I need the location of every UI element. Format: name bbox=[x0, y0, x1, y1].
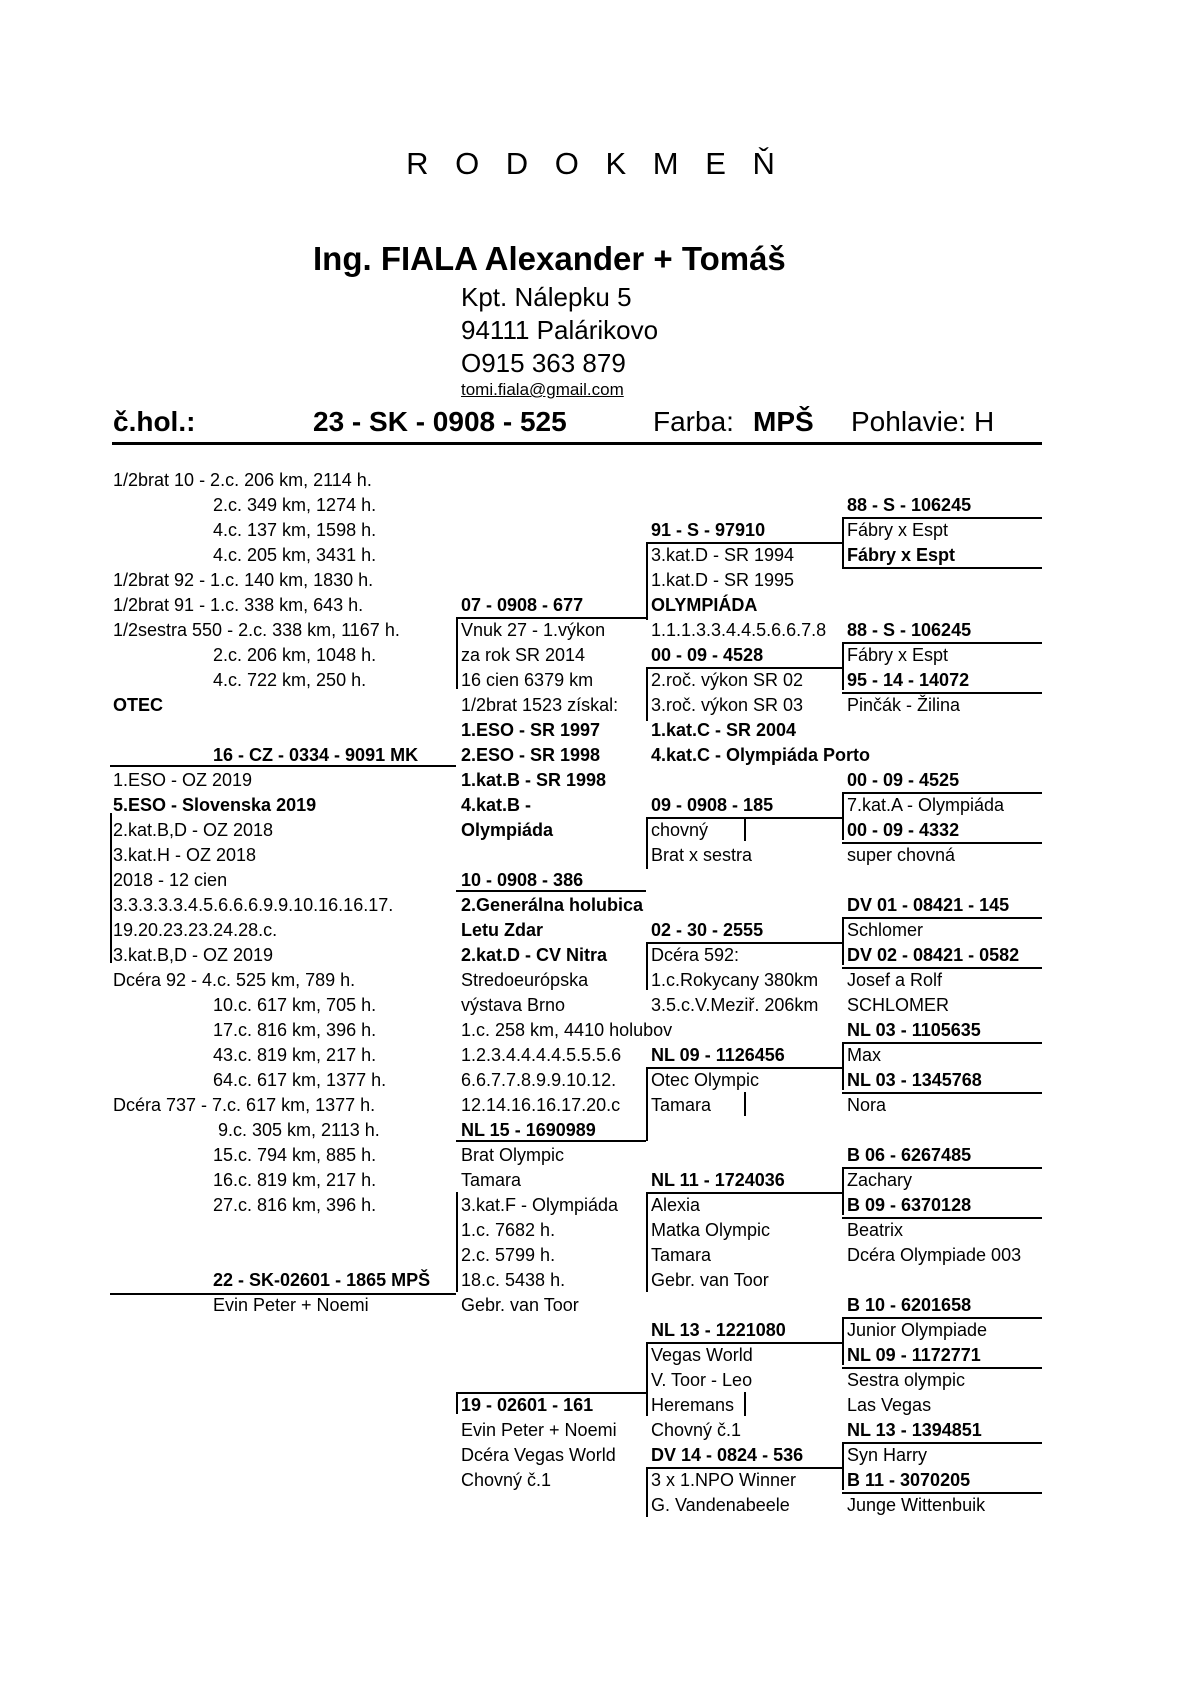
color-value: MPŠ bbox=[753, 406, 814, 437]
connector-line bbox=[646, 817, 648, 869]
pedigree-line: NL 11 - 1724036 bbox=[651, 1170, 785, 1190]
color-label: Farba: bbox=[653, 406, 734, 437]
connector-line bbox=[646, 542, 648, 620]
pedigree-line: 2.ESO - SR 1998 bbox=[461, 745, 601, 765]
connector-line bbox=[646, 1192, 648, 1292]
pedigree-line: 2.kat.D - CV Nitra bbox=[461, 945, 608, 965]
pedigree-line: 1.ESO - OZ 2019 bbox=[113, 770, 253, 790]
connector-line bbox=[842, 1317, 1042, 1319]
ring-number: 23 - SK - 0908 - 525 bbox=[313, 406, 567, 437]
connector-line bbox=[842, 1367, 1042, 1369]
pedigree-line: 64.c. 617 km, 1377 h. bbox=[213, 1070, 387, 1090]
connector-line bbox=[842, 642, 844, 690]
connector-line bbox=[842, 842, 1042, 844]
pedigree-line: 3.roč. výkon SR 03 bbox=[651, 695, 804, 715]
pedigree-line: SCHLOMER bbox=[847, 995, 950, 1015]
pedigree-line: chovný bbox=[651, 820, 709, 840]
pedigree-line: 1.ESO - SR 1997 bbox=[461, 720, 601, 740]
pedigree-line: 3.kat.D - SR 1994 bbox=[651, 545, 795, 565]
pedigree-line: 07 - 0908 - 677 bbox=[461, 595, 584, 615]
pedigree-line: Olympiáda bbox=[461, 820, 554, 840]
pedigree-line: 4.c. 137 km, 1598 h. bbox=[213, 520, 377, 540]
pedigree-line: 3.kat.B,D - OZ 2019 bbox=[113, 945, 274, 965]
pedigree-line: 19 - 02601 - 161 bbox=[461, 1395, 594, 1415]
pedigree-line: 2.roč. výkon SR 02 bbox=[651, 670, 804, 690]
pedigree-line: Syn Harry bbox=[847, 1445, 928, 1465]
pedigree-line: B 10 - 6201658 bbox=[847, 1295, 972, 1315]
connector-line bbox=[842, 567, 1042, 569]
connector-line bbox=[646, 942, 648, 990]
connector-line bbox=[646, 542, 842, 544]
connector-line bbox=[744, 1092, 746, 1116]
pedigree-line: 1.c. 7682 h. bbox=[461, 1220, 556, 1240]
pedigree-line: Max bbox=[847, 1045, 882, 1065]
pedigree-line: Brat Olympic bbox=[461, 1145, 565, 1165]
connector-line bbox=[842, 1042, 844, 1090]
pedigree-line: Tamara bbox=[651, 1095, 712, 1115]
connector-line bbox=[842, 1492, 1042, 1494]
pedigree-line: Dcéra 592: bbox=[651, 945, 740, 965]
connector-line bbox=[842, 1042, 1042, 1044]
pedigree-line: Letu Zdar bbox=[461, 920, 544, 940]
pedigree-line: 1/2brat 10 - 2.c. 206 km, 2114 h. bbox=[113, 470, 372, 490]
pedigree-line: 2.c. 349 km, 1274 h. bbox=[213, 495, 377, 515]
pedigree-line: 10.c. 617 km, 705 h. bbox=[213, 995, 377, 1015]
pedigree-line: G. Vandenabeele bbox=[651, 1495, 790, 1515]
connector-line bbox=[842, 1442, 1042, 1444]
pedigree-line: Fábry x Espt bbox=[847, 545, 956, 565]
pedigree-line: Zachary bbox=[847, 1170, 913, 1190]
pedigree-line: NL 09 - 1172771 bbox=[847, 1345, 981, 1365]
pedigree-line: 1/2brat 1523 získal: bbox=[461, 695, 619, 715]
pedigree-line: 1.kat.D - SR 1995 bbox=[651, 570, 795, 590]
pedigree-line: Brat x sestra bbox=[651, 845, 753, 865]
pedigree-line: Dcéra 737 - 7.c. 617 km, 1377 h. bbox=[113, 1095, 376, 1115]
pedigree-line: 2.kat.B,D - OZ 2018 bbox=[113, 820, 274, 840]
pedigree-line: 17.c. 816 km, 396 h. bbox=[213, 1020, 377, 1040]
pedigree-line: Alexia bbox=[651, 1195, 701, 1215]
pedigree-line: 3.3.3.3.3.4.5.6.6.6.9.9.10.16.16.17. bbox=[113, 895, 394, 915]
pedigree-line: 3.kat.F - Olympiáda bbox=[461, 1195, 619, 1215]
connector-line bbox=[842, 1167, 844, 1215]
connector-line bbox=[646, 942, 842, 944]
pedigree-line: 16.c. 819 km, 217 h. bbox=[213, 1170, 377, 1190]
pedigree-line: 9.c. 305 km, 2113 h. bbox=[218, 1120, 380, 1140]
connector-line bbox=[646, 1192, 842, 1194]
header-rule bbox=[112, 442, 1042, 445]
connector-line bbox=[110, 765, 456, 767]
pedigree-line: 1.c. 258 km, 4410 holubov bbox=[461, 1020, 673, 1040]
pedigree-line: Vnuk 27 - 1.výkon bbox=[461, 620, 606, 640]
pedigree-line: 00 - 09 - 4332 bbox=[847, 820, 960, 840]
pedigree-line: 3.kat.H - OZ 2018 bbox=[113, 845, 257, 865]
connector-line bbox=[842, 517, 1042, 519]
pedigree-line: 7.kat.A - Olympiáda bbox=[847, 795, 1005, 815]
connector-line bbox=[646, 1467, 842, 1469]
pedigree-line: 6.6.7.7.8.9.9.10.12. bbox=[461, 1070, 617, 1090]
connector-line bbox=[456, 617, 646, 619]
owner-city: 94111 Palárikovo bbox=[461, 315, 659, 345]
connector-line bbox=[842, 917, 1042, 919]
pedigree-line: 1.2.3.4.4.4.4.5.5.5.6 bbox=[461, 1045, 622, 1065]
pedigree-line: Heremans bbox=[651, 1395, 735, 1415]
connector-line bbox=[842, 1167, 1042, 1169]
connector-line bbox=[842, 1442, 844, 1490]
page-title: R O D O K M E Ň bbox=[406, 146, 784, 181]
connector-line bbox=[110, 1293, 456, 1295]
pedigree-line: 88 - S - 106245 bbox=[847, 620, 972, 640]
pedigree-line: Matka Olympic bbox=[651, 1220, 771, 1240]
pedigree-line: 12.14.16.16.17.20.c bbox=[461, 1095, 621, 1115]
pedigree-line: 19.20.23.23.24.28.c. bbox=[113, 920, 278, 940]
pedigree-line: Junge Wittenbuik bbox=[847, 1495, 986, 1515]
connector-line bbox=[456, 1140, 646, 1142]
pedigree-line: NL 15 - 1690989 bbox=[461, 1120, 596, 1140]
pedigree-line: NL 09 - 1126456 bbox=[651, 1045, 785, 1065]
pedigree-line: V. Toor - Leo bbox=[651, 1370, 753, 1390]
pedigree-line: 4.c. 205 km, 3431 h. bbox=[213, 545, 377, 565]
pedigree-line: 1/2brat 92 - 1.c. 140 km, 1830 h. bbox=[113, 570, 374, 590]
connector-line bbox=[842, 917, 844, 965]
pedigree-line: Dcéra Vegas World bbox=[461, 1445, 616, 1465]
pedigree-line: 2018 - 12 cien bbox=[113, 870, 228, 890]
pedigree-line: 91 - S - 97910 bbox=[651, 520, 766, 540]
pedigree-line: Pinčák - Žilina bbox=[847, 695, 961, 715]
pedigree-line: 1.kat.C - SR 2004 bbox=[651, 720, 797, 740]
owner-phone: O915 363 879 bbox=[461, 348, 626, 378]
connector-line bbox=[744, 1392, 746, 1416]
pedigree-line: Josef a Rolf bbox=[847, 970, 943, 990]
pedigree-line: NL 13 - 1394851 bbox=[847, 1420, 982, 1440]
pedigree-line: Tamara bbox=[651, 1245, 712, 1265]
pedigree-line: Nora bbox=[847, 1095, 887, 1115]
connector-line bbox=[646, 1342, 648, 1416]
pedigree-line: 18.c. 5438 h. bbox=[461, 1270, 566, 1290]
pedigree-line: za rok SR 2014 bbox=[461, 645, 586, 665]
pedigree-line: 00 - 09 - 4528 bbox=[651, 645, 764, 665]
pedigree-line: 15.c. 794 km, 885 h. bbox=[213, 1145, 377, 1165]
pedigree-line: Vegas World bbox=[651, 1345, 753, 1365]
pedigree-line: NL 03 - 1345768 bbox=[847, 1070, 982, 1090]
connector-line bbox=[646, 1067, 648, 1141]
pedigree-line: 4.kat.B - bbox=[461, 795, 532, 815]
pedigree-line: Evin Peter + Noemi bbox=[461, 1420, 617, 1440]
pedigree-line: 3 x 1.NPO Winner bbox=[651, 1470, 797, 1490]
pedigree-line: B 11 - 3070205 bbox=[847, 1470, 971, 1490]
pedigree-line: B 09 - 6370128 bbox=[847, 1195, 972, 1215]
connector-line bbox=[646, 1067, 842, 1069]
connector-line bbox=[646, 1342, 842, 1344]
pedigree-line: 02 - 30 - 2555 bbox=[651, 920, 764, 940]
pedigree-line: Chovný č.1 bbox=[461, 1470, 552, 1490]
pedigree-line: 16 cien 6379 km bbox=[461, 670, 594, 690]
connector-line bbox=[456, 1192, 458, 1292]
connector-line bbox=[646, 1467, 648, 1517]
pedigree-line: 10 - 0908 - 386 bbox=[461, 870, 584, 890]
connector-line bbox=[110, 813, 112, 963]
pedigree-line: 00 - 09 - 4525 bbox=[847, 770, 960, 790]
pedigree-line: Gebr. van Toor bbox=[461, 1295, 579, 1315]
pedigree-line: Beatrix bbox=[847, 1220, 904, 1240]
pedigree-line: Gebr. van Toor bbox=[651, 1270, 769, 1290]
pedigree-line: 1.c.Rokycany 380km bbox=[651, 970, 819, 990]
connector-line bbox=[456, 890, 646, 892]
pedigree-line: Las Vegas bbox=[847, 1395, 932, 1415]
pedigree-line: 09 - 0908 - 185 bbox=[651, 795, 774, 815]
pedigree-line: DV 14 - 0824 - 536 bbox=[651, 1445, 804, 1465]
pedigree-line: 1/2brat 91 - 1.c. 338 km, 643 h. bbox=[113, 595, 364, 615]
connector-line bbox=[842, 1092, 1042, 1094]
pedigree-line: OTEC bbox=[113, 695, 164, 715]
pedigree-line: Sestra olympic bbox=[847, 1370, 966, 1390]
pedigree-line: Chovný č.1 bbox=[651, 1420, 742, 1440]
pedigree-line: 2.c. 5799 h. bbox=[461, 1245, 556, 1265]
pedigree-line: 4.c. 722 km, 250 h. bbox=[213, 670, 367, 690]
pedigree-line: Fábry x Espt bbox=[847, 645, 949, 665]
connector-line bbox=[842, 792, 1042, 794]
connector-line bbox=[842, 792, 844, 840]
pedigree-line: 3.5.c.V.Meziř. 206km bbox=[651, 995, 819, 1015]
pedigree-line: 5.ESO - Slovenska 2019 bbox=[113, 795, 317, 815]
pedigree-line: 95 - 14 - 14072 bbox=[847, 670, 970, 690]
pedigree-line: super chovná bbox=[847, 845, 956, 865]
connector-line bbox=[456, 1392, 458, 1414]
pedigree-line: Otec Olympic bbox=[651, 1070, 760, 1090]
pedigree-line: Dcéra 92 - 4.c. 525 km, 789 h. bbox=[113, 970, 356, 990]
pedigree-line: DV 01 - 08421 - 145 bbox=[847, 895, 1010, 915]
pedigree-line: 43.c. 819 km, 217 h. bbox=[213, 1045, 377, 1065]
owner-email-link[interactable]: tomi.fiala@gmail.com bbox=[461, 380, 624, 399]
owner-street: Kpt. Nálepku 5 bbox=[461, 282, 632, 312]
pedigree-line: Schlomer bbox=[847, 920, 924, 940]
pedigree-line: Stredoeurópska bbox=[461, 970, 589, 990]
pedigree-line: 2.Generálna holubica bbox=[461, 895, 644, 915]
pedigree-line: 88 - S - 106245 bbox=[847, 495, 972, 515]
pedigree-line: OLYMPIÁDA bbox=[651, 595, 758, 615]
pedigree-line: Fábry x Espt bbox=[847, 520, 949, 540]
sex-label: Pohlavie: H bbox=[851, 406, 995, 437]
connector-line bbox=[744, 817, 746, 841]
pedigree-line: 1.1.1.3.3.4.4.5.6.6.7.8 bbox=[651, 620, 827, 640]
connector-line bbox=[456, 1392, 646, 1394]
connector-line bbox=[646, 667, 842, 669]
connector-line bbox=[842, 517, 844, 567]
pedigree-line: NL 13 - 1221080 bbox=[651, 1320, 786, 1340]
connector-line bbox=[842, 1317, 844, 1365]
connector-line bbox=[456, 617, 458, 689]
pedigree-line: DV 02 - 08421 - 0582 bbox=[847, 945, 1020, 965]
connector-line bbox=[842, 692, 1042, 694]
pedigree-line: NL 03 - 1105635 bbox=[847, 1020, 981, 1040]
pedigree-line: B 06 - 6267485 bbox=[847, 1145, 972, 1165]
pedigree-line: Tamara bbox=[461, 1170, 522, 1190]
pedigree-line: Dcéra Olympiade 003 bbox=[847, 1245, 1022, 1265]
pedigree-line: výstava Brno bbox=[461, 995, 566, 1015]
connector-line bbox=[842, 967, 1042, 969]
pedigree-line: 4.kat.C - Olympiáda Porto bbox=[651, 745, 871, 765]
pedigree-line: 16 - CZ - 0334 - 9091 MK bbox=[213, 745, 419, 765]
pedigree-line: 1.kat.B - SR 1998 bbox=[461, 770, 607, 790]
pedigree-line: Junior Olympiade bbox=[847, 1320, 988, 1340]
connector-line bbox=[842, 642, 1042, 644]
connector-line bbox=[842, 1217, 1042, 1219]
pedigree-line: Evin Peter + Noemi bbox=[213, 1295, 369, 1315]
pedigree-line: 1/2sestra 550 - 2.c. 338 km, 1167 h. bbox=[113, 620, 400, 640]
pedigree-line: 2.c. 206 km, 1048 h. bbox=[213, 645, 377, 665]
owner-name: Ing. FIALA Alexander + Tomáš bbox=[313, 240, 786, 277]
ring-label: č.hol.: bbox=[113, 406, 196, 437]
pedigree-line: 27.c. 816 km, 396 h. bbox=[213, 1195, 377, 1215]
pedigree-line: 22 - SK-02601 - 1865 MPŠ bbox=[213, 1270, 431, 1290]
connector-line bbox=[646, 667, 648, 721]
